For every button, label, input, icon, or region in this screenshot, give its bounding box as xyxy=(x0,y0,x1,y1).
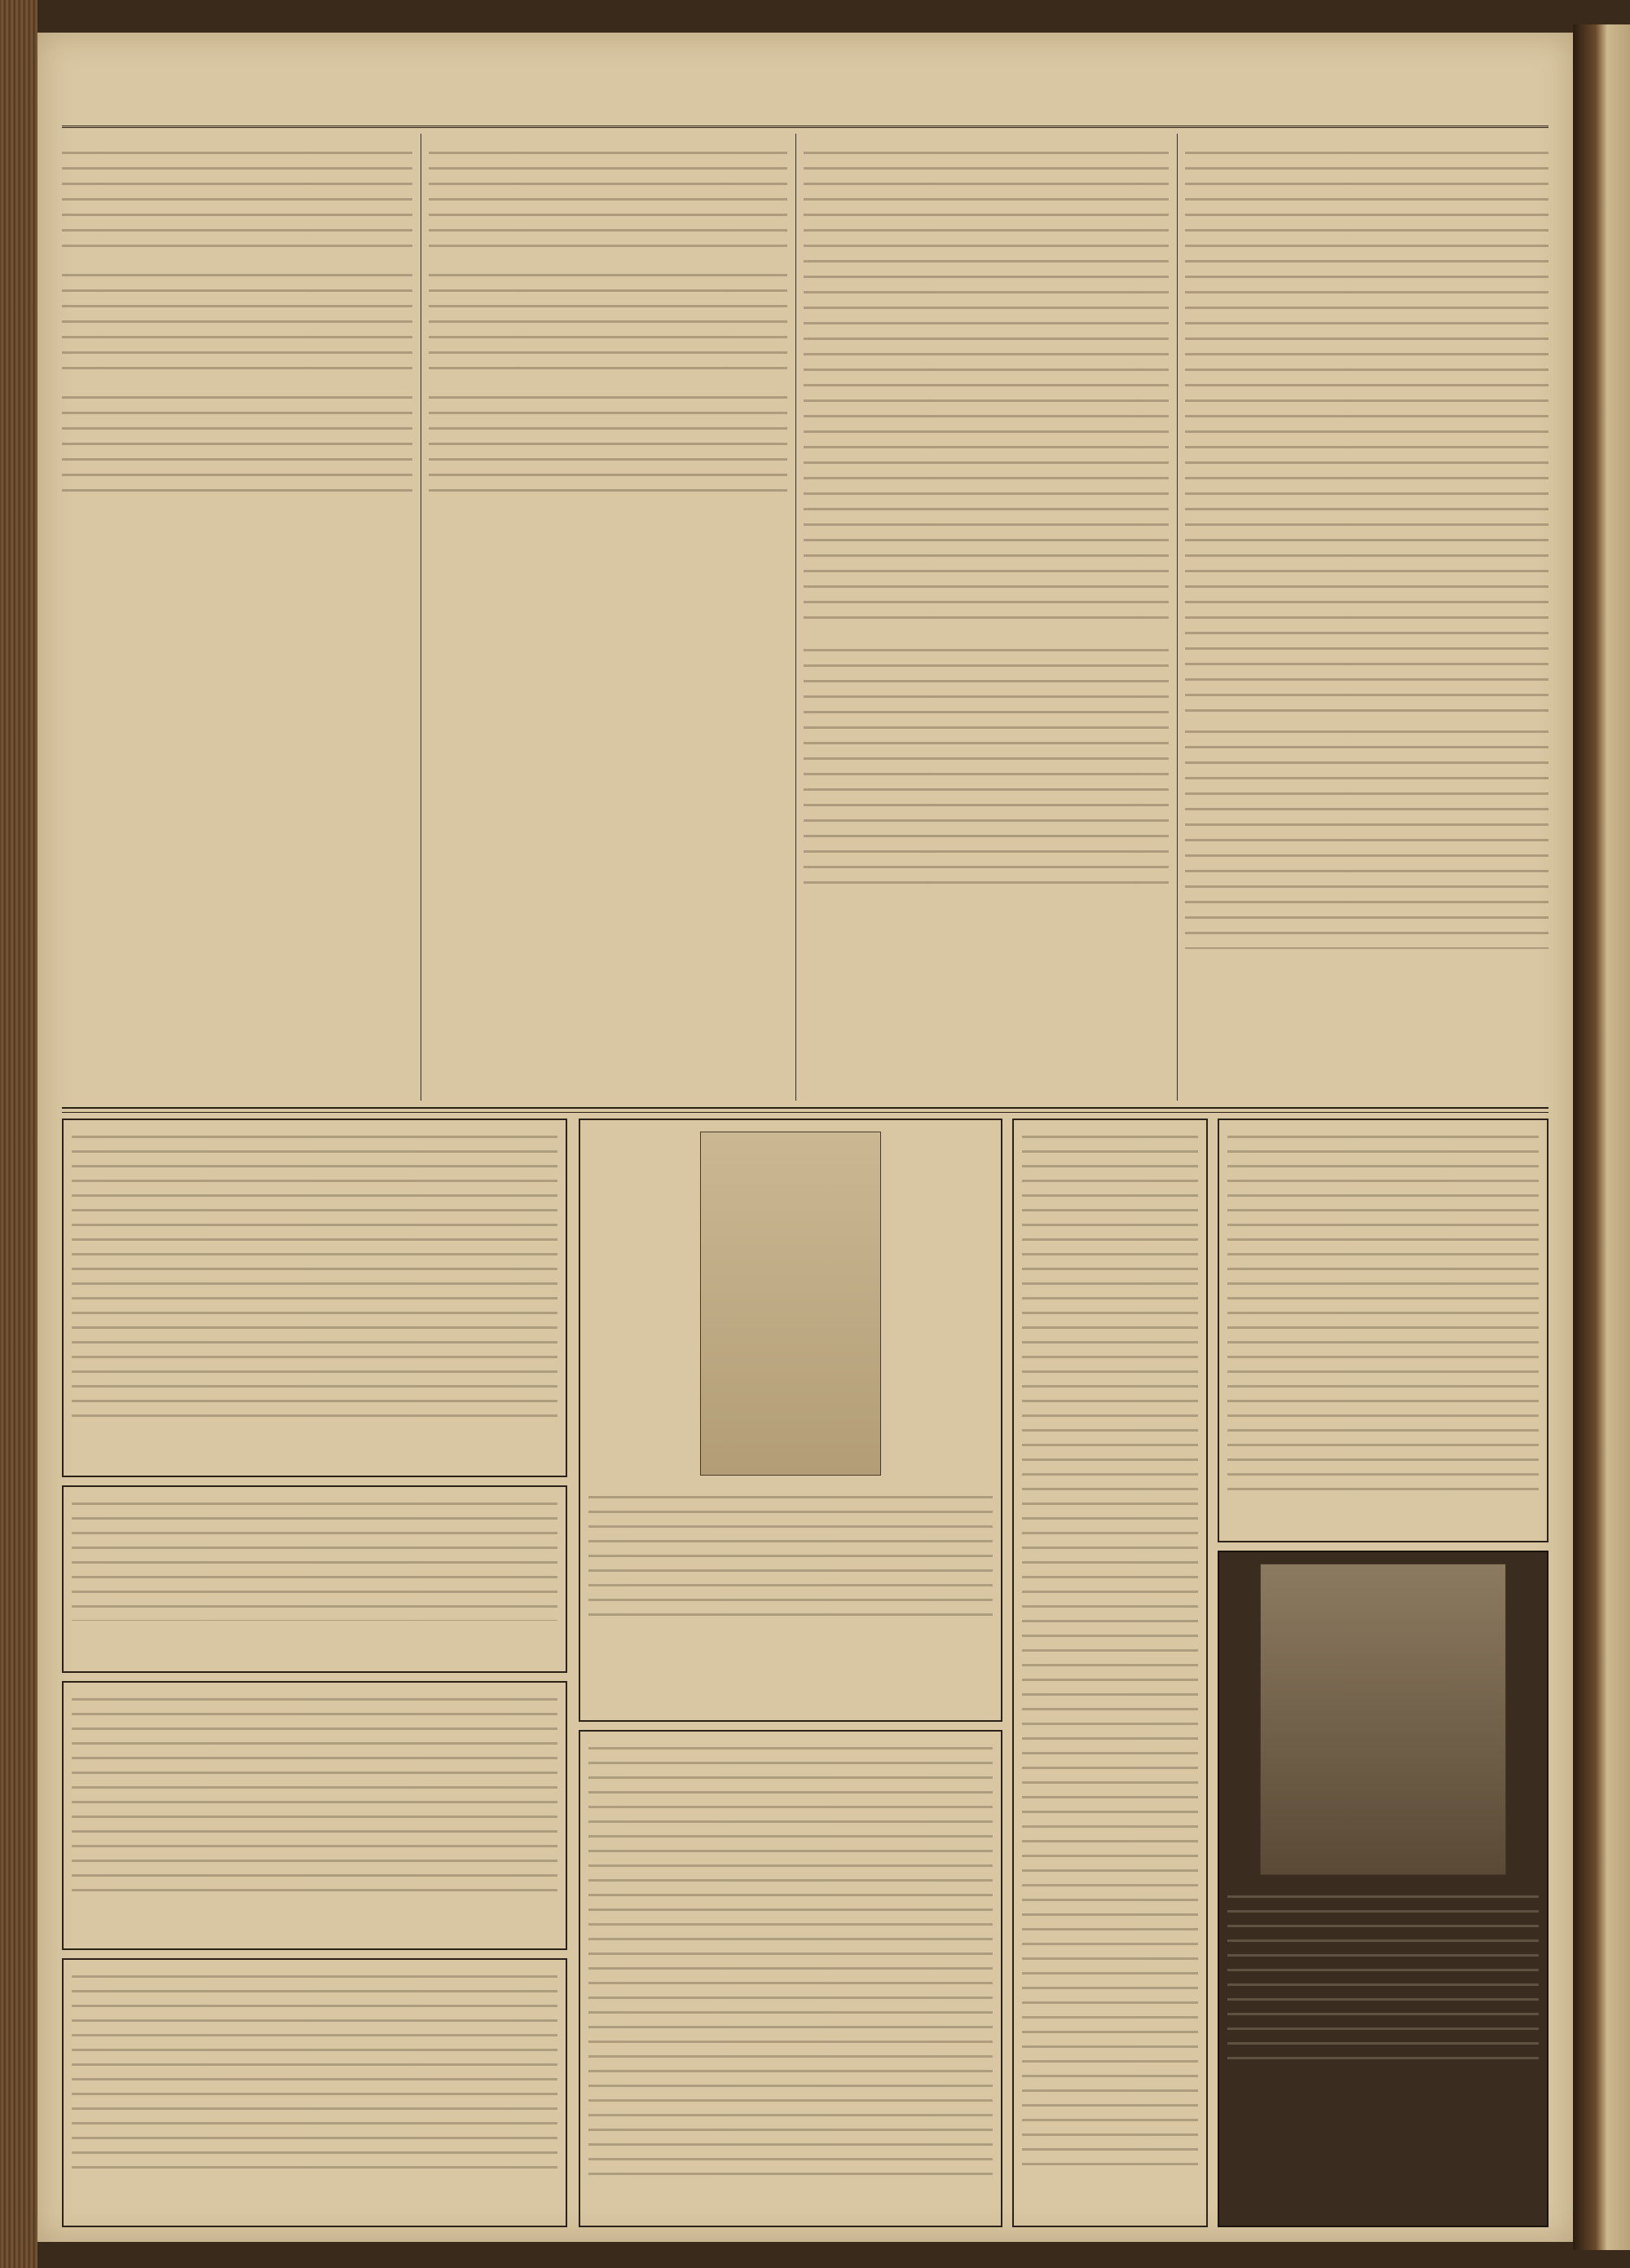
news-column-4 xyxy=(1185,134,1548,1101)
ad-body xyxy=(72,1966,557,2175)
text-block xyxy=(62,142,412,256)
ad-theater-left xyxy=(62,1485,567,1673)
ad-body xyxy=(72,1127,557,1425)
text-block xyxy=(62,264,412,378)
ad-body xyxy=(1022,1127,1198,2175)
ad-body xyxy=(1227,1127,1539,1490)
newspaper-page xyxy=(37,33,1573,2242)
article xyxy=(804,142,1169,631)
news-column-3 xyxy=(804,134,1169,1101)
text-block xyxy=(1185,142,1548,713)
ad-theater-right xyxy=(1218,1119,1548,1542)
portrait-illustration xyxy=(1260,1564,1506,1875)
book-binding-edge xyxy=(0,0,37,2268)
text-block xyxy=(804,142,1169,631)
news-column-2 xyxy=(429,134,787,1101)
ad-body xyxy=(72,1689,557,1898)
ad-lecture xyxy=(62,1958,567,2227)
masthead xyxy=(62,96,1548,128)
text-block xyxy=(62,386,412,501)
text-block xyxy=(804,639,1169,884)
column-rule xyxy=(1177,134,1178,1101)
section-divider xyxy=(62,1107,1548,1113)
ad-cinema xyxy=(1218,1551,1548,2227)
article xyxy=(1185,142,1548,713)
chimney-sweep-illustration xyxy=(700,1132,881,1476)
article xyxy=(1185,721,1548,949)
text-block xyxy=(429,386,787,501)
article xyxy=(62,386,412,501)
ad-body xyxy=(588,1487,993,1617)
article xyxy=(804,639,1169,884)
column-rule xyxy=(795,134,796,1101)
news-column-1 xyxy=(62,134,412,1101)
text-block xyxy=(429,264,787,378)
text-block xyxy=(1185,721,1548,949)
ad-body xyxy=(588,1738,993,2175)
article xyxy=(62,264,412,378)
ad-cafe xyxy=(62,1681,567,1950)
ad-butcher xyxy=(579,1730,1002,2227)
ad-body xyxy=(72,1494,557,1621)
text-block xyxy=(429,142,787,256)
article xyxy=(429,386,787,501)
ad-soap xyxy=(579,1119,1002,1722)
ad-body xyxy=(1227,1886,1539,2066)
article xyxy=(429,142,787,256)
article xyxy=(429,264,787,378)
article xyxy=(62,142,412,256)
next-page-edge xyxy=(1573,24,1630,2250)
ad-opera xyxy=(62,1119,567,1477)
ad-classifieds xyxy=(1012,1119,1208,2227)
